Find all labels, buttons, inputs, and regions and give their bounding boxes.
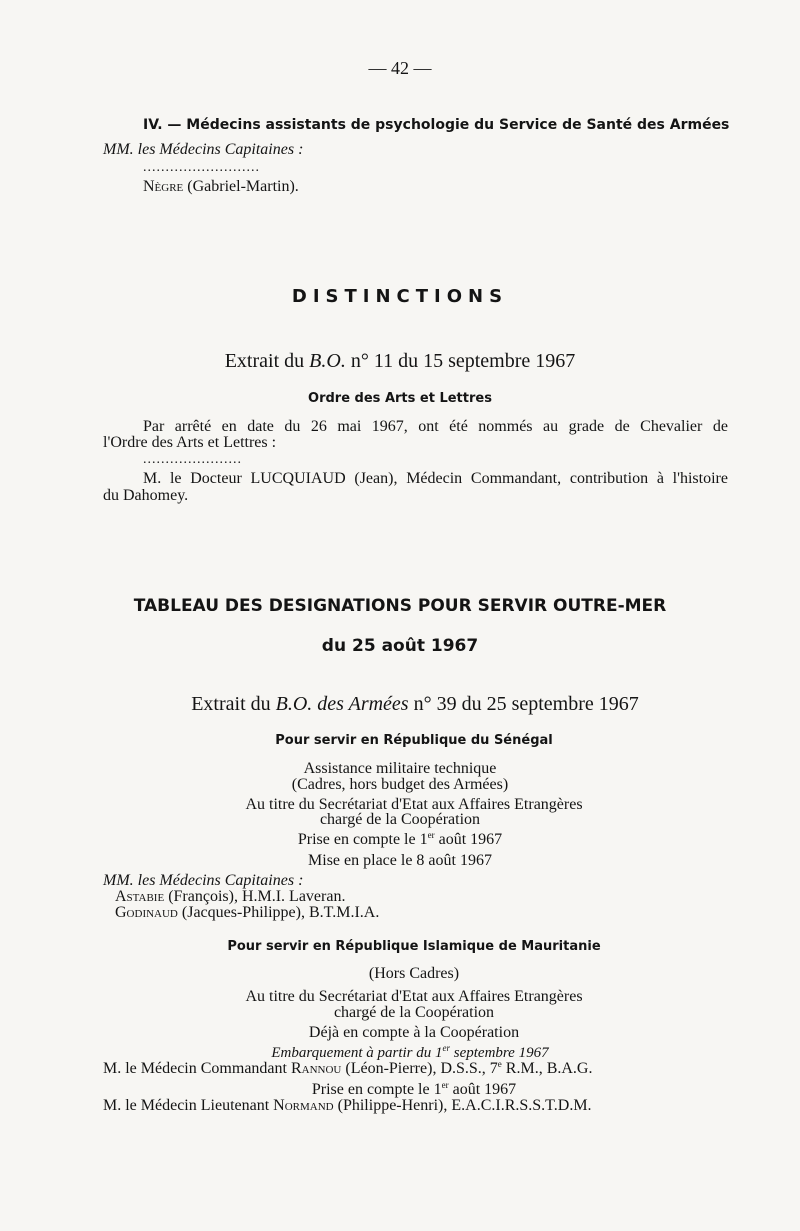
word: 26 (310, 418, 327, 435)
word: nommés (478, 418, 533, 435)
details: (Jacques-Philippe), B.T.M.I.A. (177, 904, 380, 921)
mauritanie-line-2: Au titre du Secrétariat d'Etat aux Affaires Etrangères (245, 988, 583, 1005)
senegal-addressee: MM. les Médecins Capitaines : (103, 872, 304, 889)
word: du (284, 418, 301, 435)
surname: Normand (273, 1097, 334, 1114)
word: à (656, 470, 664, 487)
given-names: (Gabriel-Martin). (183, 178, 299, 195)
laureate-line-2: du Dahomey. (103, 487, 189, 504)
word: en (221, 418, 237, 435)
tableau-subtitle: du 25 août 1967 (321, 636, 479, 656)
mauritanie-heading: Pour servir en République Islamique de Mauritanie (227, 939, 601, 954)
word: de (614, 418, 630, 435)
extract-prefix: Extrait du (224, 350, 310, 372)
senegal-line-5 (0, 831, 800, 849)
senegal-heading: Pour servir en République du Sénégal (275, 733, 553, 748)
page-number: — 42 — (368, 58, 432, 78)
distinctions-title: DISTINCTIONS (291, 286, 509, 307)
embark-text: Embarquement à partir du 1 (271, 1045, 443, 1061)
surname: Astabie (115, 888, 165, 905)
mauritanie-line-4: Déjà en compte à la Coopération (308, 1024, 520, 1041)
word: Par (143, 418, 165, 435)
laureate-line-1 (143, 470, 728, 488)
word: LUCQUIAUD (250, 470, 346, 487)
mauritanie-line-1: (Hors Cadres) (368, 965, 460, 982)
word: ont (418, 418, 439, 435)
ordinal-sup: er (442, 1043, 450, 1053)
ordinal-sup: e (497, 1059, 502, 1069)
word: contribution (569, 470, 649, 487)
word: date (247, 418, 274, 435)
distinctions-dots: ...................... (143, 452, 242, 467)
section-iv-dots: .......................... (143, 160, 260, 175)
surname: Nègre (143, 178, 184, 195)
embark-date: septembre 1967 (450, 1045, 549, 1061)
ordinal-sup: er (427, 830, 435, 840)
details: (François), H.M.I. Laveran. (164, 888, 346, 905)
mauritanie-line-3: chargé de la Coopération (333, 1004, 495, 1021)
details-end: R.M., B.A.G. (501, 1060, 593, 1077)
word: grade (568, 418, 605, 435)
order-heading: Ordre des Arts et Lettres (308, 391, 492, 406)
surname: Rannou (290, 1060, 342, 1077)
mauritanie-person-2 (103, 1097, 592, 1115)
word: Chevalier (640, 418, 703, 435)
extract-prefix: Extrait du (191, 693, 276, 715)
extract-rest: n° 39 du 25 septembre 1967 (408, 693, 639, 715)
prise-text: Prise en compte le 1 (311, 1081, 442, 1098)
senegal-line-3: Au titre du Secrétariat d'Etat aux Affaires Etrangères (245, 796, 583, 813)
word: 1967, (371, 418, 408, 435)
senegal-line-2: (Cadres, hors budget des Armées) (291, 776, 509, 793)
details: (Philippe-Henri), E.A.C.I.R.S.S.T.D.M. (333, 1097, 592, 1114)
prise-date: août 1967 (448, 1081, 517, 1098)
extract-bo: B.O. des Armées (275, 693, 409, 715)
ordinal-sup: er (441, 1080, 449, 1090)
word: arrêté (174, 418, 212, 435)
senegal-line-1: Assistance militaire technique (303, 760, 497, 777)
senegal-line-4: chargé de la Coopération (319, 811, 481, 828)
word: le (169, 470, 182, 487)
prise-text: Prise en compte le 1 (297, 831, 428, 848)
rank: M. le Médecin Lieutenant (103, 1097, 274, 1114)
mauritanie-person-1 (103, 1060, 592, 1078)
prise-date: août 1967 (434, 831, 503, 848)
decree-line-2: l'Ordre des Arts et Lettres : (103, 434, 277, 451)
word: Médecin (406, 470, 463, 487)
tableau-extract (0, 693, 800, 716)
word: au (542, 418, 559, 435)
word: de (712, 418, 728, 435)
word: Docteur (190, 470, 242, 487)
section-iv-addressee: MM. les Médecins Capitaines : (103, 141, 304, 158)
senegal-person-2 (115, 904, 379, 922)
section-iv-entry (143, 178, 299, 196)
word: M. (143, 470, 162, 487)
extract-rest: n° 11 du 15 septembre 1967 (345, 350, 576, 372)
word: (Jean), (354, 470, 398, 487)
distinctions-extract (0, 350, 800, 373)
senegal-line-6: Mise en place le 8 août 1967 (308, 852, 492, 869)
rank: M. le Médecin Commandant (103, 1060, 291, 1077)
extract-bo: B.O. (309, 350, 346, 372)
tableau-title: TABLEAU DES DESIGNATIONS POUR SERVIR OUTRE-MER (133, 596, 667, 616)
word: mai (337, 418, 362, 435)
word: Commandant, (470, 470, 562, 487)
word: l'histoire (672, 470, 728, 487)
word: été (449, 418, 468, 435)
section-iv-heading: IV. — Médecins assistants de psychologie du Service de Santé des Armées (143, 117, 730, 133)
details: (Léon-Pierre), D.S.S., 7 (341, 1060, 498, 1077)
surname: Godinaud (115, 904, 178, 921)
